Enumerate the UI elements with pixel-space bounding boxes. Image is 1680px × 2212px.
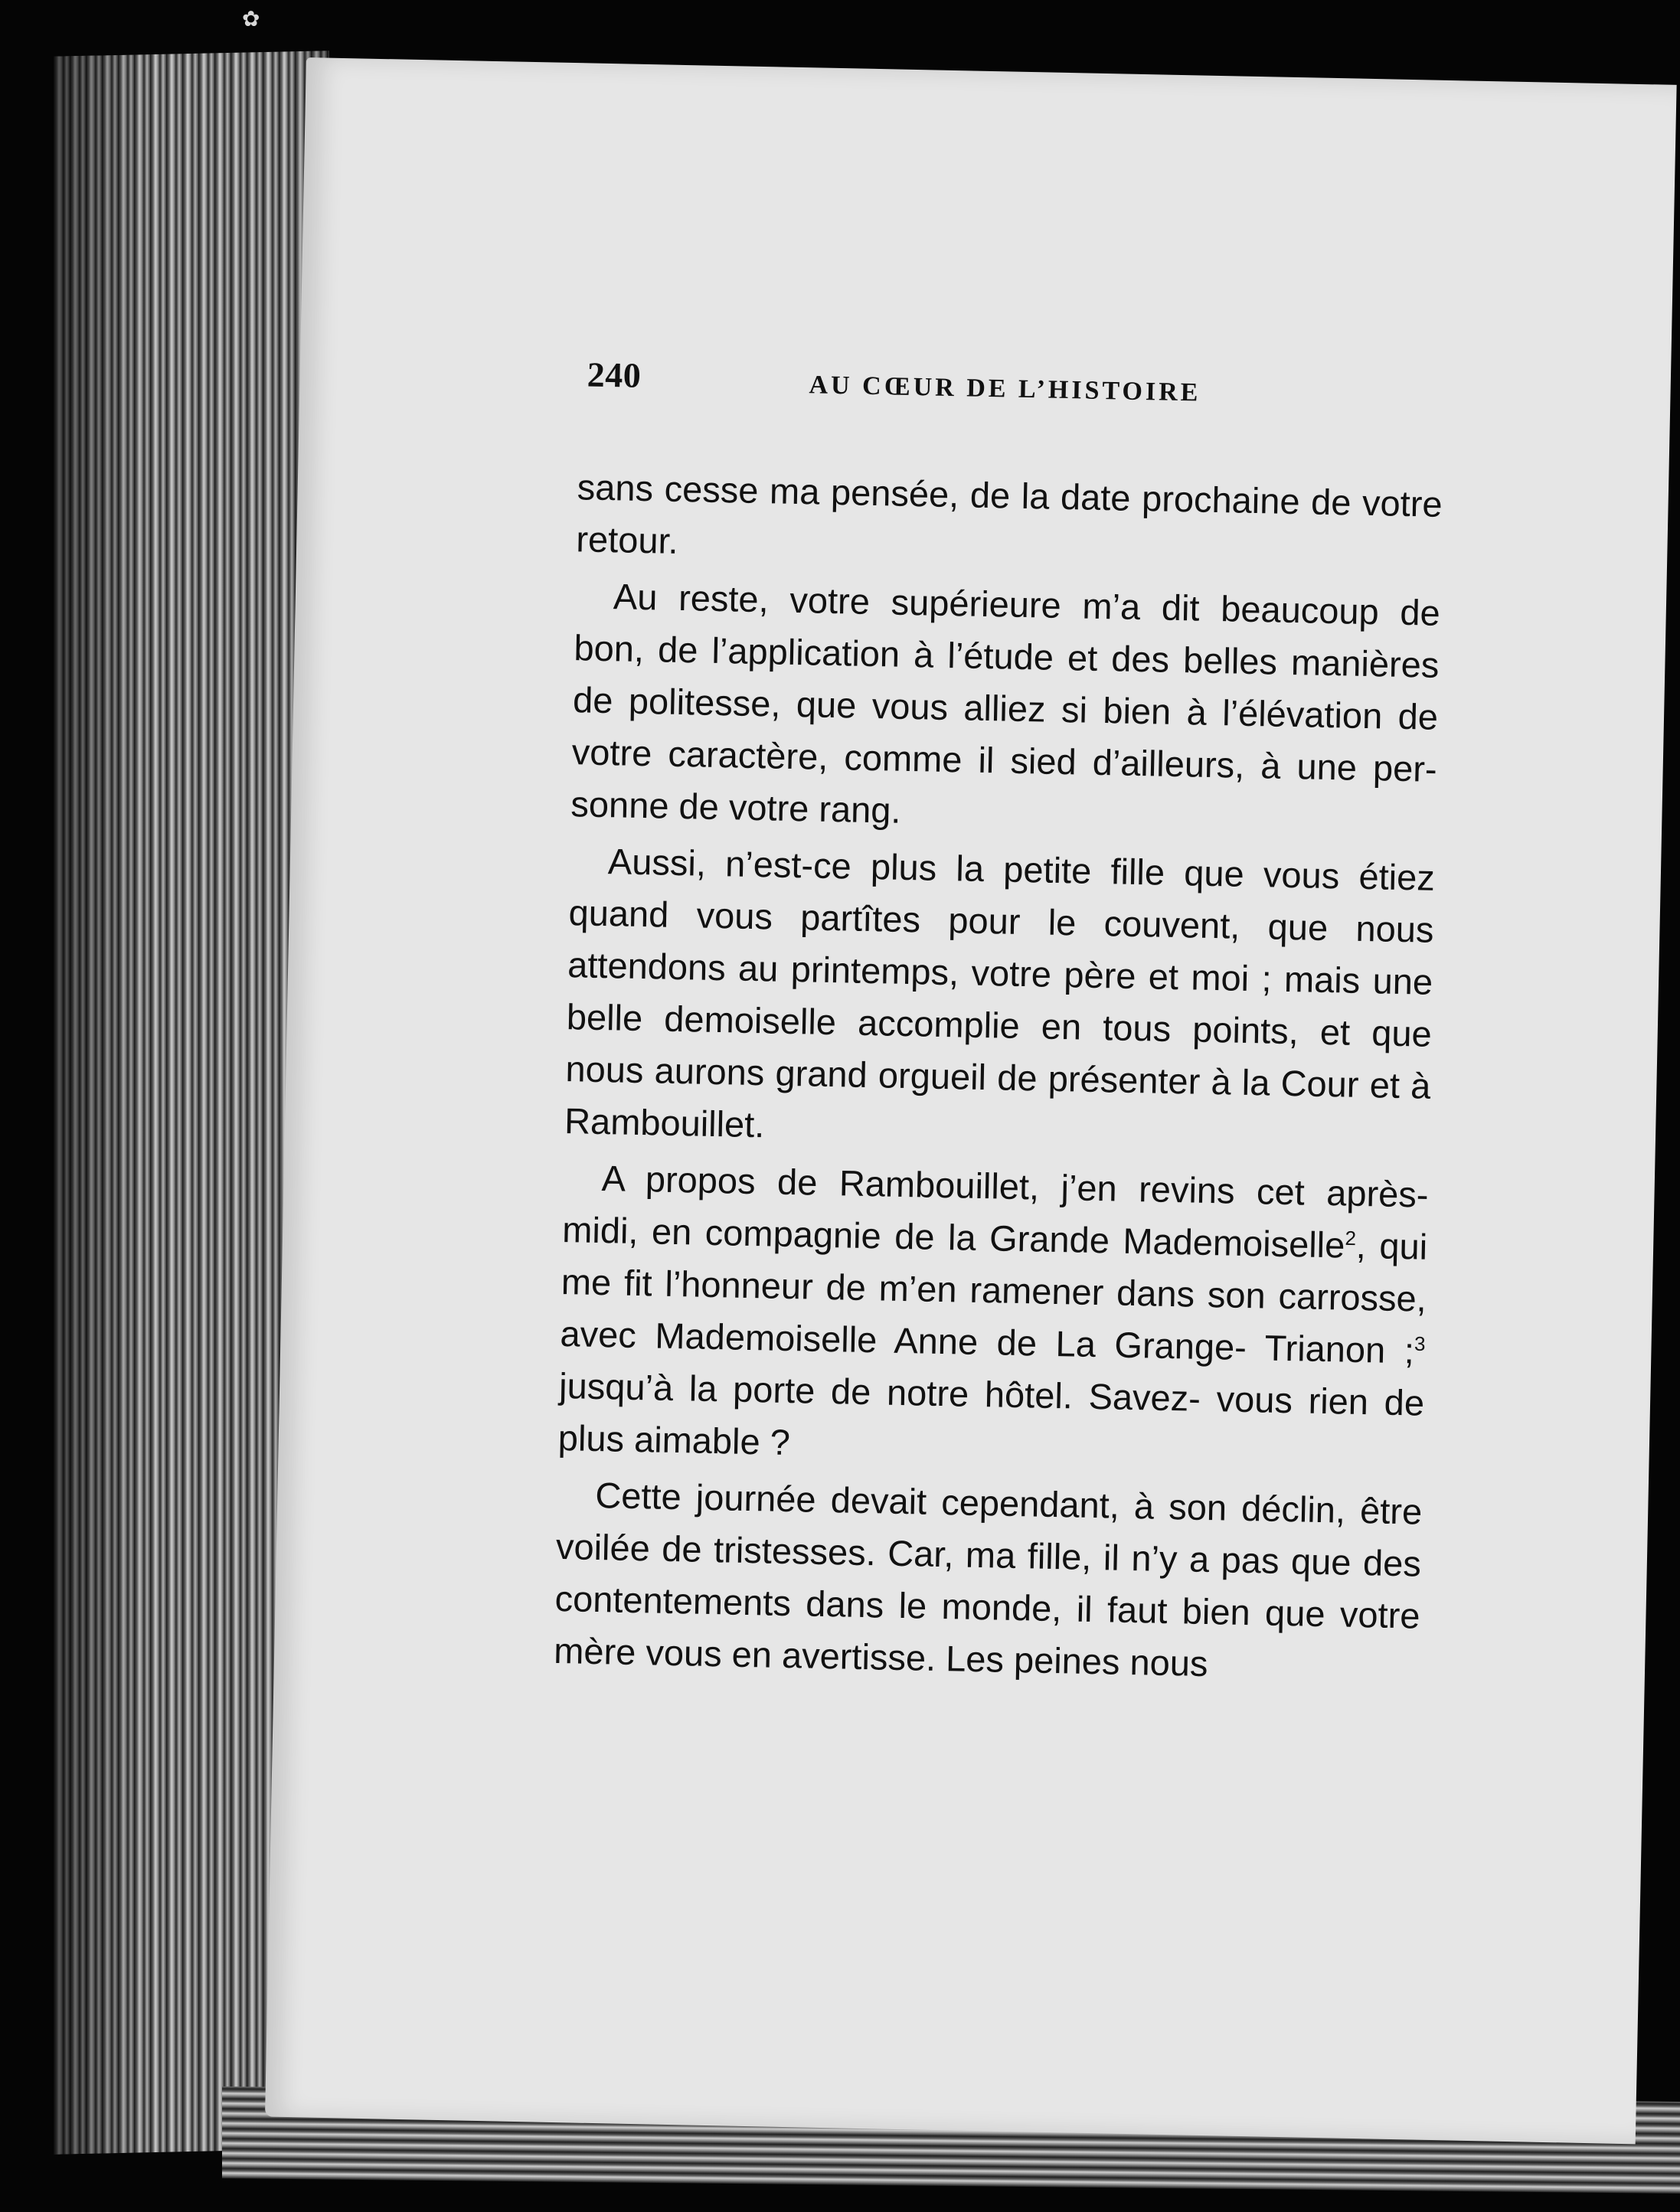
text-line: retour. — [575, 518, 679, 561]
text-line: sonne de votre rang. — [570, 783, 902, 831]
text-line: qui me fit l’honneur de m’en ramener dans son — [561, 1225, 1428, 1316]
text-line: nous aurons grand orgueil de présenter à la Cour — [565, 1048, 1360, 1105]
footnote-marker: 3 — [1414, 1331, 1426, 1356]
paragraph-1 — [576, 461, 1443, 583]
text-line: Aussi, n’est-ce plus la petite fille que vous étiez — [607, 841, 1436, 898]
text-line: votre mère vous en avertisse. Les peines nous — [553, 1593, 1420, 1684]
body-text — [554, 461, 1443, 1694]
paragraph-3 — [564, 835, 1436, 1165]
text-line: carrosse, avec Mademoiselle Anne de La Grange- — [560, 1275, 1427, 1367]
paragraph-5 — [554, 1469, 1423, 1694]
paragraph-4: A propos de Rambouillet, j’en revins cet après- midi, en compagnie de la Grande Mademoiselle$^2$, qui me fit l’honneur de m’en ramener dans son carrosse, avec Mademoiselle Anne de La Grange- Trianon ;$^3$ jusqu’à la porte de notre hôtel. Savez- vous rien de plus aimable ? — [557, 1158, 1430, 1463]
text-line: Au reste, votre supérieure m’a dit beaucoup de — [613, 576, 1441, 633]
text-line: votre caractère, comme il sied d’ailleurs, à une per- — [571, 731, 1438, 789]
text-line: vous rien de plus aimable ? — [557, 1378, 1425, 1463]
text-line: jusqu’à la porte de notre hôtel. Savez- — [558, 1364, 1201, 1419]
book-page — [265, 57, 1677, 2144]
running-title: AU CŒUR DE L’HISTOIRE — [809, 371, 1201, 407]
text-line: attendons au printemps, votre père et moi ; mais une — [567, 944, 1433, 1002]
text-line: des contentements dans le monde, il faut bien que — [554, 1542, 1422, 1635]
running-head — [587, 354, 1560, 434]
corner-speck: ✿ — [242, 8, 260, 31]
text-line: Trianon ; — [1264, 1327, 1415, 1371]
page-number: 240 — [587, 355, 642, 395]
text-line: quand vous partîtes pour le couvent, que nous — [568, 892, 1434, 950]
footnote-marker: 2 — [1345, 1226, 1357, 1250]
text-line: belle demoiselle accomplie en tous points, et que — [566, 996, 1433, 1054]
text-line: A propos de Rambouillet, j’en revins cet après- — [601, 1158, 1430, 1215]
text-line: et à Rambouillet. — [564, 1064, 1431, 1145]
paragraph-2 — [570, 570, 1441, 848]
text-line: sans cesse ma pensée, de la date prochaine de votre — [577, 466, 1443, 524]
text-line: voilée de tristesses. Car, ma fille, il n’y a pas que — [555, 1525, 1352, 1583]
text-line: Cette journée devait cependant, à son déclin, être — [594, 1474, 1423, 1532]
text-line: midi, en compagnie de la Grande Mademoiselle — [561, 1209, 1345, 1266]
text-line: bon, de l’application à l’étude et des belles manières — [574, 627, 1440, 685]
text-line: de politesse, que vous alliez si bien à l’élévation de — [572, 679, 1439, 737]
